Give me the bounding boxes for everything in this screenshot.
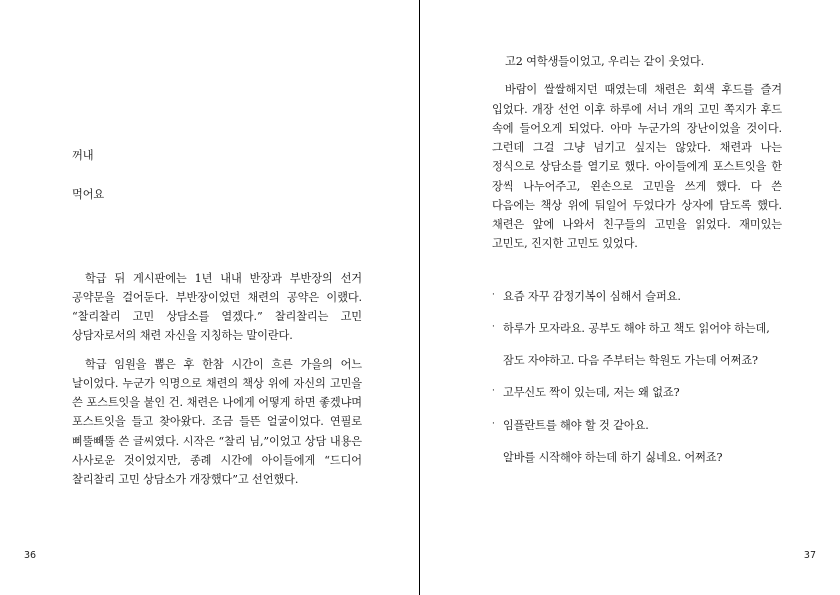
list-item-text: 하루가 모자라요. 공부도 해야 하고 책도 읽어야 하는데, — [503, 321, 770, 335]
verse-line: 먹어요 — [72, 188, 105, 202]
verse-line: 꺼내 — [72, 149, 94, 162]
list-item-text: 요즘 자꾸 감정기복이 심해서 슬퍼요. — [503, 289, 681, 303]
body-paragraph: 고2 여학생들이었고, 우리는 같이 웃었다. — [505, 55, 705, 68]
list-item-subtext: 알바를 시작해야 하는데 하기 싫네요. 어쩌죠? — [503, 450, 723, 464]
list-item — [492, 319, 782, 338]
list-item-subtext: 잠도 자야하고. 다음 주부터는 학원도 가는데 어쩌죠? — [503, 354, 758, 368]
left-page-body — [0, 0, 420, 498]
right-page — [420, 0, 840, 595]
bullet-dot-icon: · — [492, 418, 495, 429]
body-paragraph: 바람이 쌀쌀해지던 때였는데 채련은 회색 후드를 즐겨 입었다. 개장 선언 이후 하루에 서너 개의 고민 쪽지가 후드 속에 들어오게 되었다. 아마 누군가의 장난이었을 것이다. 그런데 그걸 그냥 넘기고 싶지는 않았다. 채련과 나는 정식으로 상담소를 열기로 했다. 아이들에게 포스트잇을 한 장씩 나누어주고, 왼손으로 고민을 쓰게 했다. 다 쓴 다음에는 책상 위에 둬일어 두었다가 상자에 담도록 했다. 채련은 앞에 나와서 친구들의 고민을 읽었다. 재미있는 고민도, 진지한 고민도 있었다. — [492, 83, 782, 251]
body-paragraph: 학급 뒤 게시판에는 1년 내내 반장과 부반장의 선거 공약문을 걸어둔다. 부반장이었던 채련의 공약은 이랬다. “찰리찰리 고민 상담소를 열겠다.” 찰리찰리는 고민 상담자로서의 채련 자신을 지칭하는 말이란다. — [72, 271, 362, 343]
list-item-text: 고무신도 짝이 있는데, 저는 왜 없죠? — [503, 386, 680, 400]
list-item-text: 임플란트를 해야 할 것 같아요. — [503, 418, 649, 432]
right-page-body — [420, 0, 840, 480]
right-page-top-margin — [492, 0, 782, 52]
bullet-dot-icon: · — [492, 321, 495, 332]
bullet-dot-icon: · — [492, 289, 495, 300]
list-item — [492, 416, 782, 435]
bullet-dot-icon: · — [492, 386, 495, 397]
list-item — [492, 383, 782, 402]
page-number: 36 — [24, 550, 37, 561]
quote-list — [492, 287, 782, 468]
verse-block — [72, 146, 362, 205]
body-paragraph: 학급 임원을 뽑은 후 한참 시간이 흐른 가을의 어느 날이었다. 누군가 익명으로 채련의 책상 위에 자신의 고민을 쓴 포스트잇을 붙인 건. 채련은 나에게 어떻게 하면 좋겠냐며 포스트잇을 들고 찾아왔다. 조금 들뜬 얼굴이었다. 연필로 삐뚤빼뚤 쓴 글씨였다. 시작은 “찰리 님,”이었고 상담 내용은 사사로운 것이었지만, 종례 시간에 아이들에게 “드디어 찰리찰리 고민 상담소가 개장했다”고 선언했다. — [72, 357, 362, 487]
list-item — [492, 287, 782, 306]
page-number: 37 — [803, 550, 816, 561]
